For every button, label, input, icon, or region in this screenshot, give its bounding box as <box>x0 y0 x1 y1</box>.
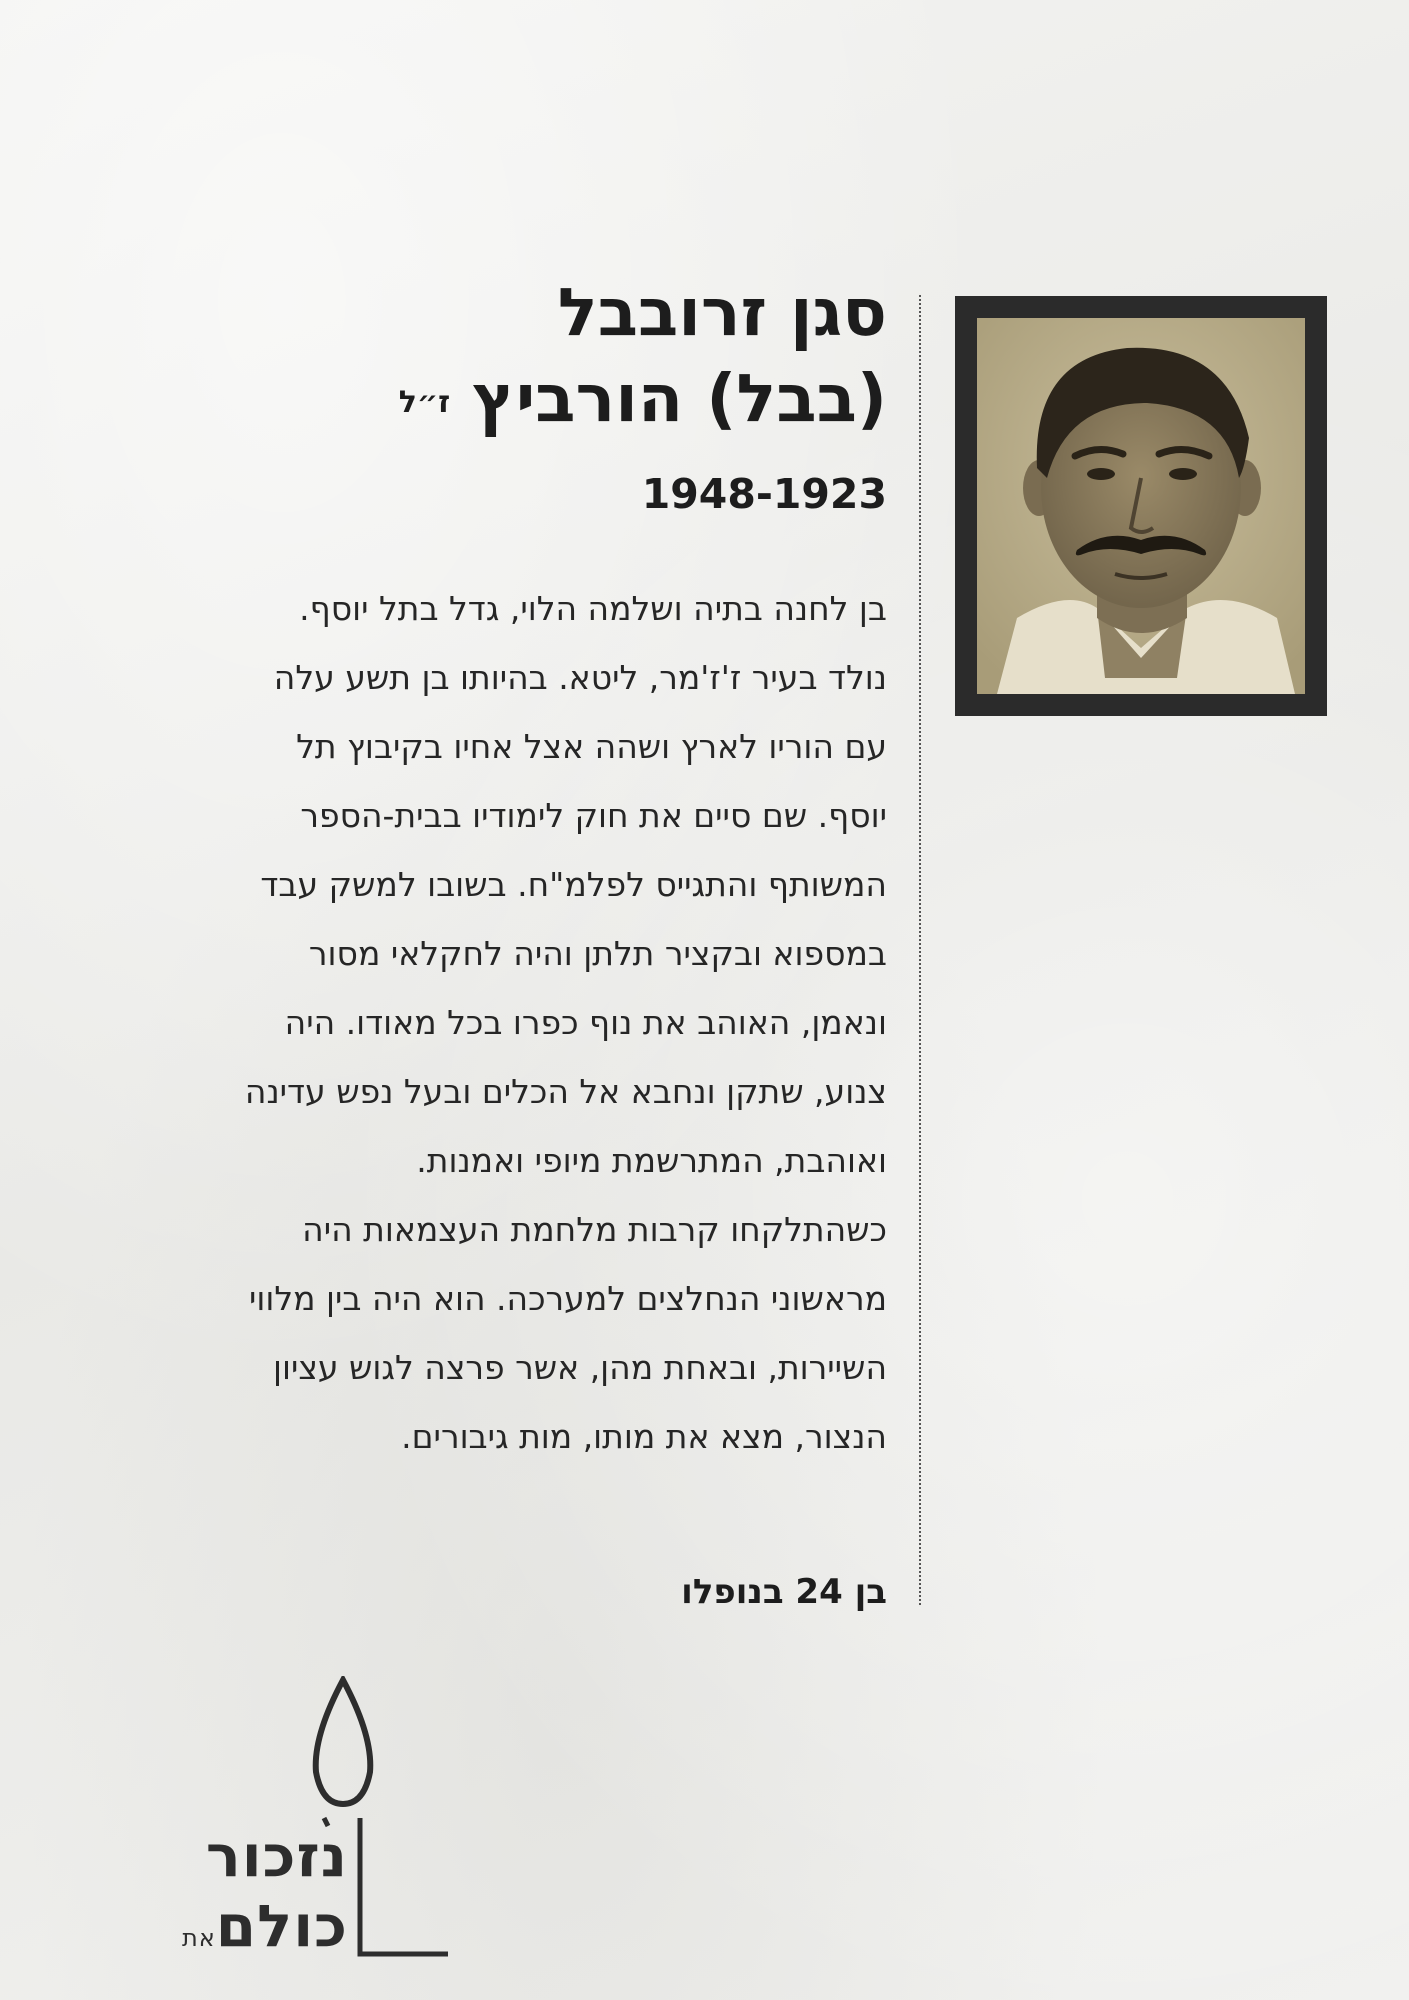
portrait-frame <box>955 296 1327 716</box>
bio-line: יוסף. שם סיים את חוק לימודיו בבית-הספר <box>300 796 887 835</box>
bio-line: ונאמן, האוהב את נוף כפרו בכל מאודו. היה <box>284 1003 887 1042</box>
logo-word-et: את <box>181 1924 216 1952</box>
bio-line: צנוע, שתקן ונחבא אל הכלים ובעל נפש עדינה <box>244 1072 887 1111</box>
age-at-death: בן 24 בנופלו <box>681 1572 887 1612</box>
name-title-line1: סגן זרובבל <box>557 274 887 351</box>
biography-text <box>244 574 887 1471</box>
name-title-line2-text: (בבל) הורביץ <box>472 360 887 437</box>
bio-line: ואוהבת, המתרשמת מיופי ואמנות. <box>416 1141 887 1180</box>
bio-line: בן לחנה בתיה ושלמה הלוי, גדל בתל יוסף. <box>299 589 887 628</box>
bio-line: השיירות, ובאחת מהן, אשר פרצה לגוש עציון <box>272 1348 887 1387</box>
honorific: ז״ל <box>398 384 451 420</box>
logo-word-all <box>174 1892 348 1960</box>
dotted-divider <box>919 295 921 1605</box>
memorial-header <box>327 270 887 518</box>
bio-line: הנצור, מצא את מותו, מות גיבורים. <box>401 1417 887 1456</box>
name-title-line2 <box>327 356 887 446</box>
logo-word-all-text: כולם <box>215 1892 348 1960</box>
bio-line: כשהתלקחו קרבות מלחמת העצמאות היה <box>302 1210 887 1249</box>
logo-word-remember: נזכור <box>205 1822 348 1890</box>
portrait-illustration <box>977 318 1305 694</box>
bio-line: המשותף והתגייס לפלמ"ח. בשובו למשק עבד <box>260 865 887 904</box>
bio-line: עם הוריו לארץ ושהה אצל אחיו בקיבוץ תל <box>296 727 887 766</box>
bio-line: מראשוני הנחלצים למערכה. הוא היה בין מלווי <box>249 1279 887 1318</box>
bio-line: נולד בעיר ז'ז'מר, ליטא. בהיותו בן תשע עלה <box>273 658 887 697</box>
bio-line: במספוא ובקציר תלתן והיה לחקלאי מסור <box>308 934 887 973</box>
logo-nizkor-et-kulam <box>118 1676 448 1960</box>
life-years: 1948-1923 <box>641 469 887 518</box>
portrait-photo <box>977 318 1305 694</box>
